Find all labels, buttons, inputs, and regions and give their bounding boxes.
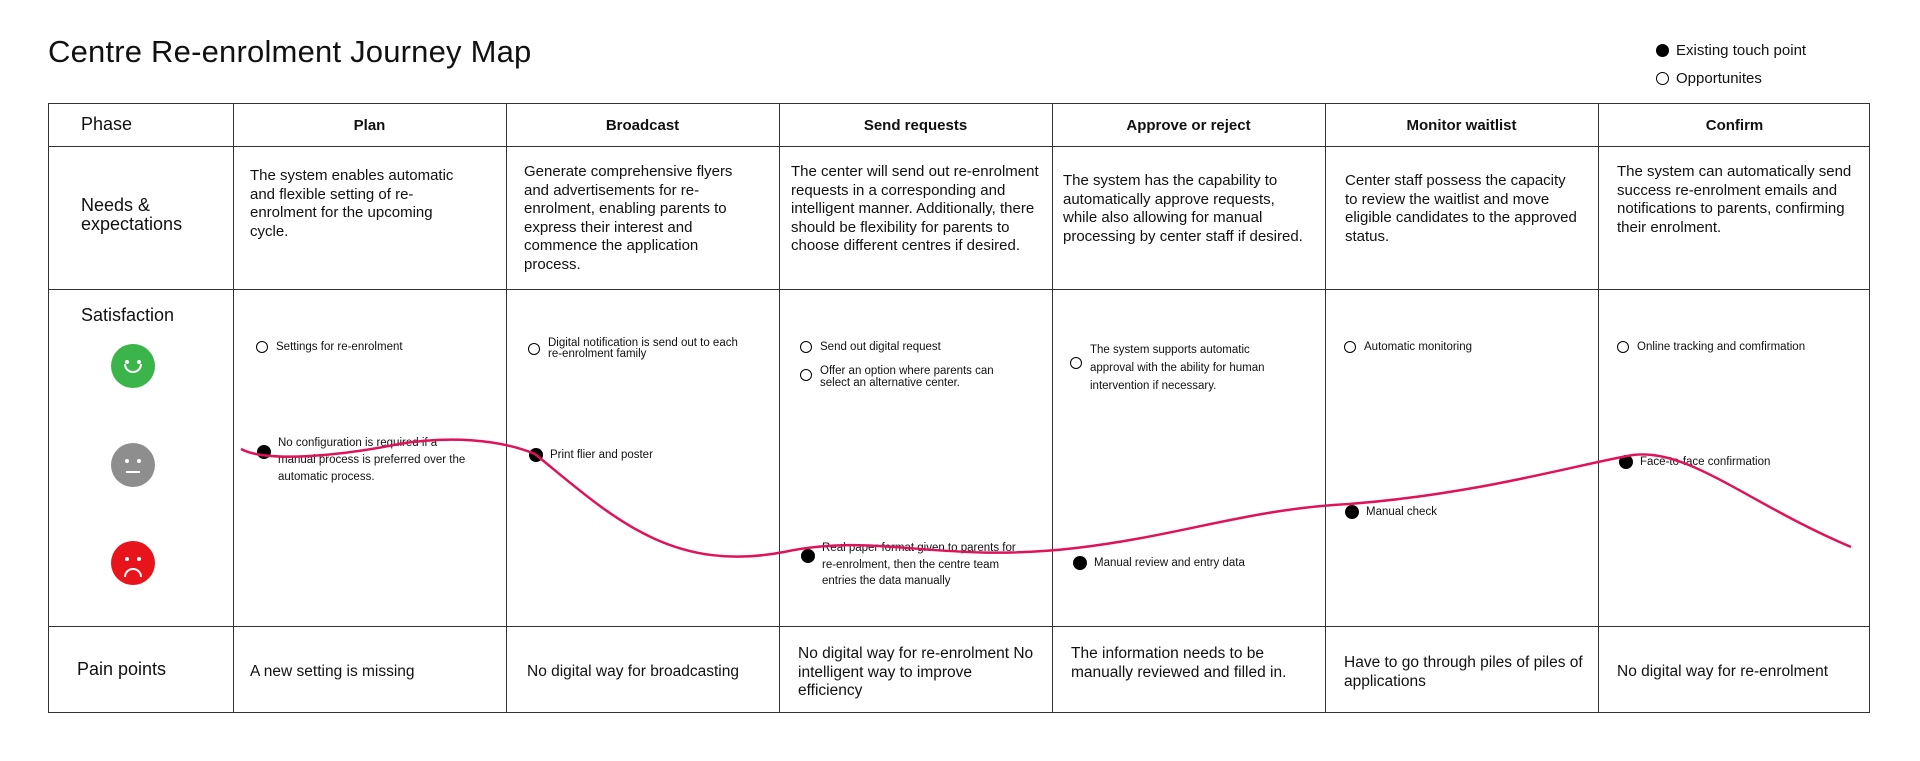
need-text: The system can automatically send success re-enrolment emails and notifications to parents, confirming their enrolment. [1617,163,1852,236]
open-dot-icon [256,341,268,353]
opportunity-touch-point [800,340,1030,355]
touch-point-label: Automatic monitoring [1364,341,1473,353]
filled-dot-icon [529,448,543,462]
need-text: The system has the capability to automatically approve requests, while also allowing for manual processing by center staff if desired. [1063,172,1303,245]
row-divider [49,146,1869,147]
existing-touch-point [257,435,472,486]
touch-point-label: Offer an option where parents can select an alternative center. [820,365,994,389]
row-label-satisfaction: Satisfaction [81,305,175,325]
column-divider [1325,104,1326,712]
phase-header: Broadcast [605,116,680,134]
satisfaction-curve-line [241,440,1851,557]
touch-point-label: Print flier and poster [550,449,653,461]
column-divider [779,104,780,712]
filled-dot-icon [1073,556,1087,570]
opportunity-touch-point [1617,340,1867,355]
open-dot-icon [1070,357,1082,369]
open-dot-icon [528,343,540,355]
opportunity-touch-point [528,338,753,360]
need-text: The center will send out re-enrolment requests in a corresponding and intelligent manner. Additionally, there should be flexibility for parents to choose different centres if desired. [791,163,1039,254]
open-dot-icon [1617,341,1629,353]
legend-existing-label: Existing touch point [1676,41,1807,59]
filled-dot-icon [1345,505,1359,519]
open-dot-icon [1344,341,1356,353]
need-text: Center staff possess the capacity to review the waitlist and move eligible candidates to the approved status. [1345,172,1577,245]
column-divider [506,104,507,712]
pain-point-text: No digital way for re-enrolment [1617,663,1829,680]
touch-point-label: Digital notification is send out to each re-enrolment family [548,337,738,360]
opportunity-touch-point [1344,340,1574,355]
existing-touch-point [529,448,729,463]
legend-existing [1656,36,1806,64]
phase-header: Plan [353,116,386,134]
phase-header: Monitor waitlist [1406,116,1517,134]
phase-header: Send requests [863,116,968,134]
column-divider [1052,104,1053,712]
column-divider [233,104,234,712]
filled-dot-icon [257,445,271,459]
filled-dot-icon [1619,455,1633,469]
phase-header: Confirm [1705,116,1764,134]
pain-point-text: Have to go through piles of piles of applications [1344,654,1583,690]
open-dot-icon [800,369,812,381]
touch-point-label: Settings for re-enrolment [276,341,403,353]
page-title: Centre Re-enrolment Journey Map [48,34,532,69]
existing-touch-point [1619,455,1839,470]
row-label-needs: Needs & expectations [81,195,183,234]
phase-header: Approve or reject [1126,116,1251,134]
filled-dot-icon [801,549,815,563]
happy-face-icon [111,344,155,388]
open-dot-icon [800,341,812,353]
touch-point-label: Send out digital request [820,341,941,353]
journey-map-grid [48,103,1870,713]
legend-opportunities-label: Opportunites [1676,69,1762,87]
touch-point-label: Manual review and entry data [1094,557,1245,569]
pain-point-text: The information needs to be manually reviewed and filled in. [1071,645,1287,681]
existing-touch-point [1345,505,1545,520]
touch-point-label: Manual check [1366,506,1437,518]
sad-face-icon [111,541,155,585]
pain-point-text: No digital way for broadcasting [527,663,739,680]
existing-touch-point [801,540,1031,590]
need-text: Generate comprehensive flyers and advertisements for re-enrolment, enabling parents to express their interest and commence the application process. [524,163,733,273]
pain-point-text: A new setting is missing [250,663,415,680]
touch-point-label: The system supports automatic approval with the ability for human intervention if necessary. [1090,344,1265,392]
legend [1656,36,1806,92]
need-text: The system enables automatic and flexible setting of re-enrolment for the upcoming cycle. [250,167,454,240]
pain-point-text: No digital way for re-enrolment No intelligent way to improve efficiency [798,645,1034,699]
opportunity-touch-point [256,340,496,355]
existing-touch-point [1073,556,1293,571]
row-divider [49,289,1869,290]
row-label-pain: Pain points [77,659,167,679]
filled-dot-icon [1656,44,1669,57]
touch-point-label: Online tracking and comfirmation [1637,341,1806,353]
touch-point-label: Real paper format given to parents for re-enrolment, then the centre team entries the data manually [822,542,1016,587]
column-divider [1598,104,1599,712]
legend-opportunities [1656,64,1806,92]
row-label-phase: Phase [81,114,133,134]
row-divider [49,626,1869,627]
touch-point-label: Face-to-face confirmation [1640,456,1771,468]
opportunity-touch-point [800,365,1015,389]
neutral-face-icon [111,443,155,487]
open-dot-icon [1656,72,1669,85]
opportunity-touch-point [1070,341,1275,395]
touch-point-label: No configuration is required if a manual process is preferred over the automatic process. [278,437,466,483]
